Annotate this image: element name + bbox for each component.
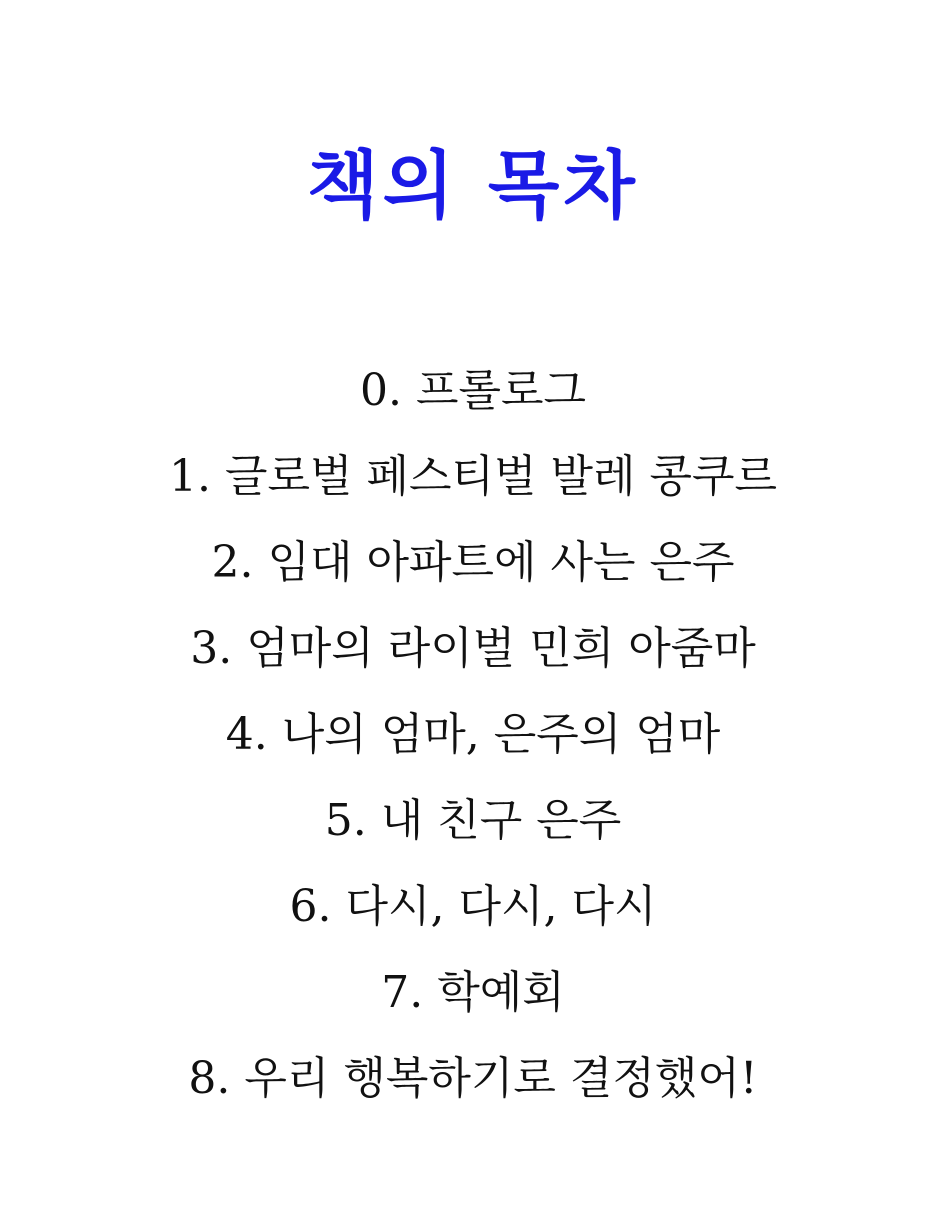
toc-item-prologue: 0. 프롤로그 bbox=[360, 365, 586, 416]
page-title: 책의 목차 bbox=[307, 142, 639, 229]
toc-item-chapter-5: 5. 내 친구 은주 bbox=[324, 795, 622, 846]
toc-item-chapter-1: 1. 글로벌 페스티벌 발레 콩쿠르 bbox=[169, 451, 777, 502]
toc-item-chapter-4: 4. 나의 엄마, 은주의 엄마 bbox=[225, 709, 721, 760]
toc-item-chapter-8: 8. 우리 행복하기로 결정했어! bbox=[188, 1053, 758, 1104]
toc-item-chapter-3: 3. 엄마의 라이벌 민희 아줌마 bbox=[190, 623, 756, 674]
toc-item-chapter-7: 7. 학예회 bbox=[381, 967, 565, 1018]
table-of-contents bbox=[0, 348, 946, 1122]
toc-item-chapter-2: 2. 임대 아파트에 사는 은주 bbox=[211, 537, 735, 588]
toc-item-chapter-6: 6. 다시, 다시, 다시 bbox=[289, 881, 657, 932]
